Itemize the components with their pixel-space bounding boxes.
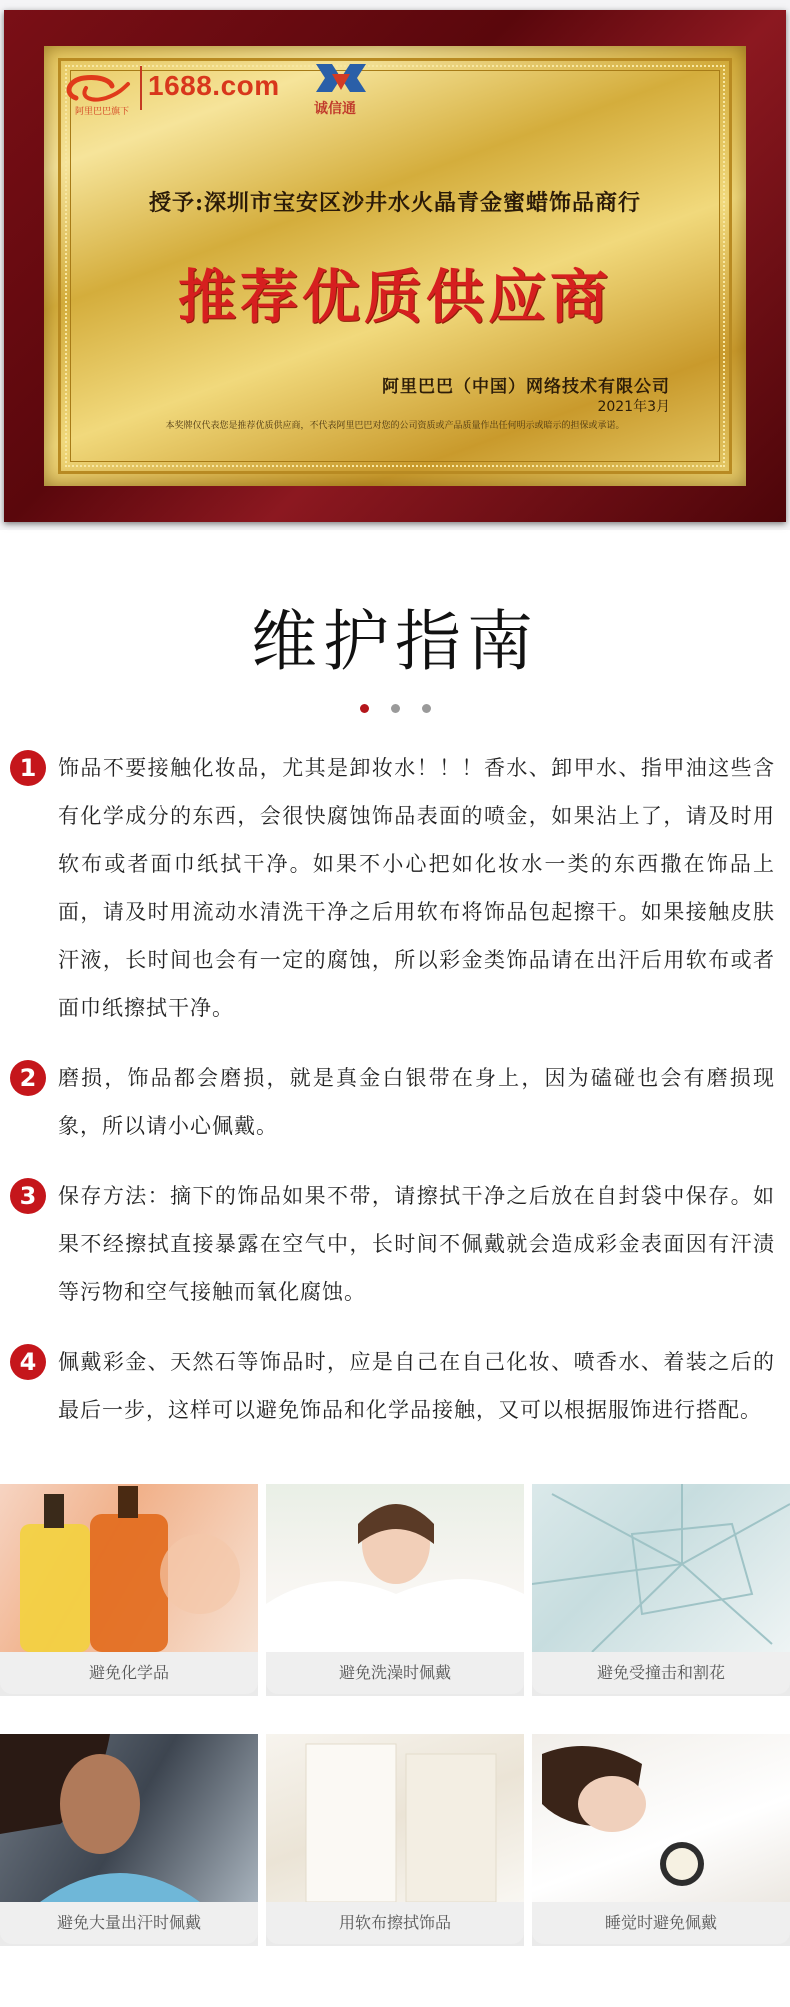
photo-card-sweat [0,1734,258,1946]
guide-title: 维护指南 [251,603,539,680]
tip-item [10,744,775,1032]
chengxintong-label: 诚信通 [314,101,356,117]
photo-caption: 睡觉时避免佩戴 [532,1902,790,1944]
sweating-woman-photo [0,1734,258,1902]
photo-caption: 避免受撞击和割花 [532,1652,790,1694]
tip-text: 磨损，饰品都会磨损，就是真金白银带在身上，因为磕碰也会有磨损现象，所以请小心佩戴。 [58,1066,775,1138]
tip-number-badge: 2 [10,1060,46,1096]
tip-item [10,1054,775,1150]
dot [422,704,431,713]
photo-caption: 用软布擦拭饰品 [266,1902,524,1944]
tip-number-badge: 4 [10,1344,46,1380]
sleeping-woman-photo [532,1734,790,1902]
bathing-woman-photo [266,1484,524,1652]
award-date: 2021年3月 [597,399,670,415]
tip-text: 饰品不要接触化妆品，尤其是卸妆水！！！香水、卸甲水、指甲油这些含有化学成分的东西，会很快腐蚀饰品表面的喷金，如果沾上了，请及时用软布或者面巾纸拭干净。如果不小心把如化妆水一类的东西撒在饰品上面，请及时用流动水清洗干净之后用软布将饰品包起擦干。如果接触皮肤汗液，长时间也会有一定的腐蚀，所以彩金类饰品请在出汗后用软布或者面巾纸擦拭干净。 [58,756,775,1020]
carousel-dots [0,698,790,717]
photo-caption: 避免大量出汗时佩戴 [0,1902,258,1944]
award-plaque [0,0,790,530]
photo-card-cloth [266,1734,524,1946]
site-name: 1688.com [148,70,280,101]
brand-logos [62,60,442,120]
broken-glass-photo [532,1484,790,1652]
photo-card-impact [532,1484,790,1696]
dot-active [360,704,369,713]
award-issuer: 阿里巴巴（中国）网络技术有限公司 [382,377,670,397]
award-title: 推荐优质供应商 [177,263,612,331]
tip-number-badge: 3 [10,1178,46,1214]
photo-card-bath [266,1484,524,1696]
logo-divider [140,66,142,110]
photo-card-sleep [532,1734,790,1946]
tip-item [10,1338,775,1434]
tip-item [10,1172,775,1316]
tip-number-badge: 1 [10,750,46,786]
photo-caption: 避免化学品 [0,1652,258,1694]
photo-caption: 避免洗澡时佩戴 [266,1652,524,1694]
care-tips [10,744,775,1456]
tip-text: 保存方法：摘下的饰品如果不带，请擦拭干净之后放在自封袋中保存。如果不经擦拭直接暴露在空气中，长时间不佩戴就会造成彩金表面因有汗渍等污物和空气接触而氧化腐蚀。 [58,1184,775,1304]
award-recipient: 授予:深圳市宝安区沙井水火晶青金蜜蜡饰品商行 [148,190,642,216]
soft-cloth-photo [266,1734,524,1902]
alibaba-subtitle: 阿里巴巴旗下 [74,107,129,117]
chengxintong-logo-icon [310,60,372,100]
award-disclaimer: 本奖牌仅代表您是推荐优质供应商，不代表阿里巴巴对您的公司资质或产品质量作出任何明示或暗示的担保或承诺。 [165,421,625,431]
dot [391,704,400,713]
tip-text: 佩戴彩金、天然石等饰品时，应是自己在自己化妆、喷香水、着装之后的最后一步，这样可以避免饰品和化学品接触，又可以根据服饰进行搭配。 [58,1350,775,1422]
photo-card-chemicals [0,1484,258,1696]
perfume-bottles-photo [0,1484,258,1652]
